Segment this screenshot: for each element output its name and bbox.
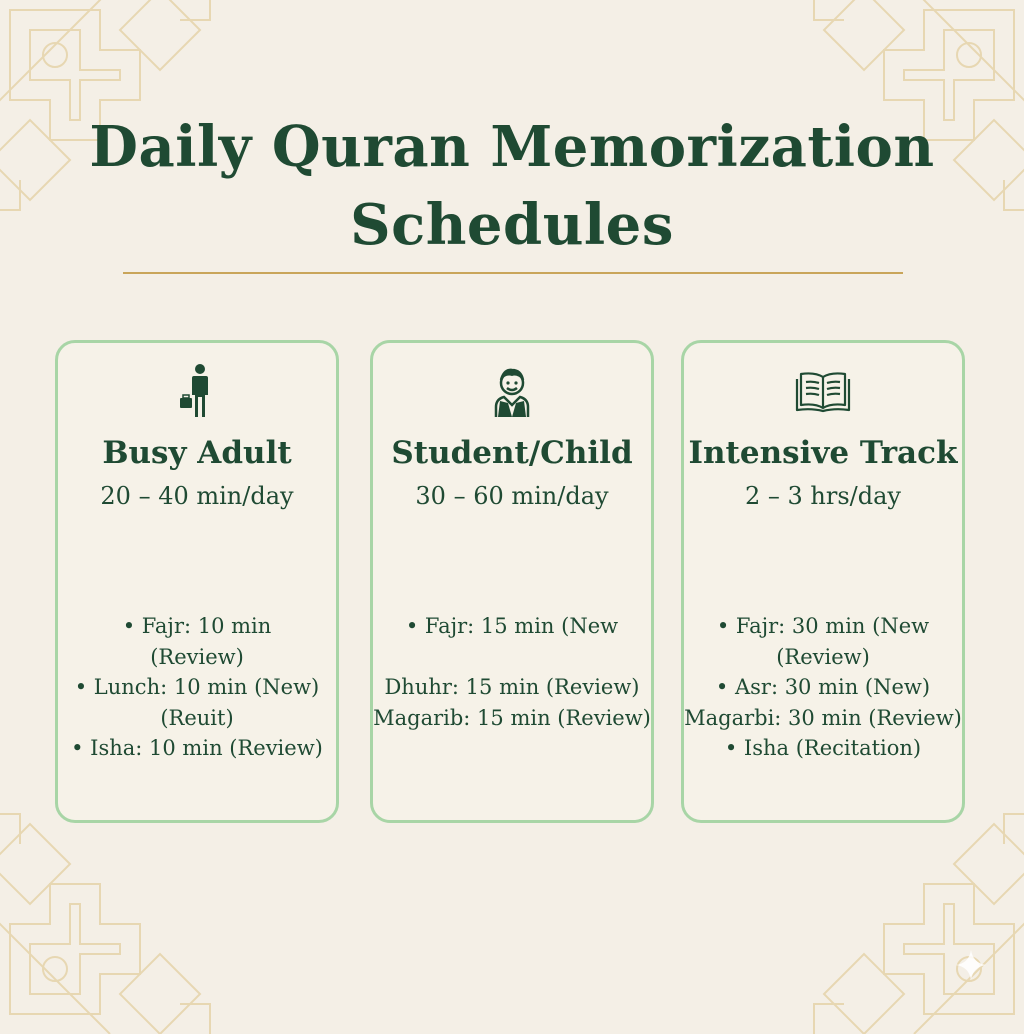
card-title: Intensive Track xyxy=(688,435,958,471)
card-duration: 30 – 60 min/day xyxy=(415,482,609,510)
schedule-line: Magarbi: 30 min (Review) xyxy=(684,705,962,730)
schedule-card-student-child xyxy=(370,340,654,823)
card-duration: 20 – 40 min/day xyxy=(100,482,294,510)
card-duration: 2 – 3 hrs/day xyxy=(745,482,901,510)
child-icon xyxy=(482,361,542,421)
schedule-line: • Asr: 30 min (New) xyxy=(715,675,931,699)
open-book-icon xyxy=(793,361,853,421)
schedule-list xyxy=(58,611,336,764)
sparkle-icon xyxy=(954,948,988,982)
schedule-spacer xyxy=(373,642,651,673)
page-title-line-2: Schedules xyxy=(350,192,674,258)
schedule-line: Dhuhr: 15 min (Review) xyxy=(384,675,640,699)
schedule-line: (Reuit) xyxy=(160,705,234,730)
schedule-line: • Fajr: 30 min (New xyxy=(716,614,930,638)
businessman-icon xyxy=(167,361,227,421)
schedule-line: • Isha: 10 min (Review) xyxy=(71,736,323,760)
card-title: Busy Adult xyxy=(102,435,292,471)
schedule-line: • Fajr: 15 min (New xyxy=(405,614,619,638)
schedule-line: Magarib: 15 min (Review) xyxy=(373,705,651,730)
card-title: Student/Child xyxy=(391,435,633,471)
corner-ornament-bottom-right xyxy=(794,794,1024,1034)
schedule-line: • Lunch: 10 min (New) xyxy=(74,675,320,699)
schedule-line: (Review) xyxy=(150,644,244,669)
schedule-list xyxy=(373,611,651,733)
schedule-list xyxy=(684,611,962,764)
schedule-line: (Review) xyxy=(776,644,870,669)
schedule-line: • Fajr: 10 min xyxy=(122,614,272,638)
schedule-card-busy-adult xyxy=(55,340,339,823)
title-divider xyxy=(123,272,903,274)
corner-ornament-bottom-left xyxy=(0,794,230,1034)
page-title xyxy=(0,108,1024,264)
schedule-line: • Isha (Recitation) xyxy=(724,736,922,760)
schedule-card-intensive-track xyxy=(681,340,965,823)
page-title-line-1: Daily Quran Memorization xyxy=(89,114,935,180)
